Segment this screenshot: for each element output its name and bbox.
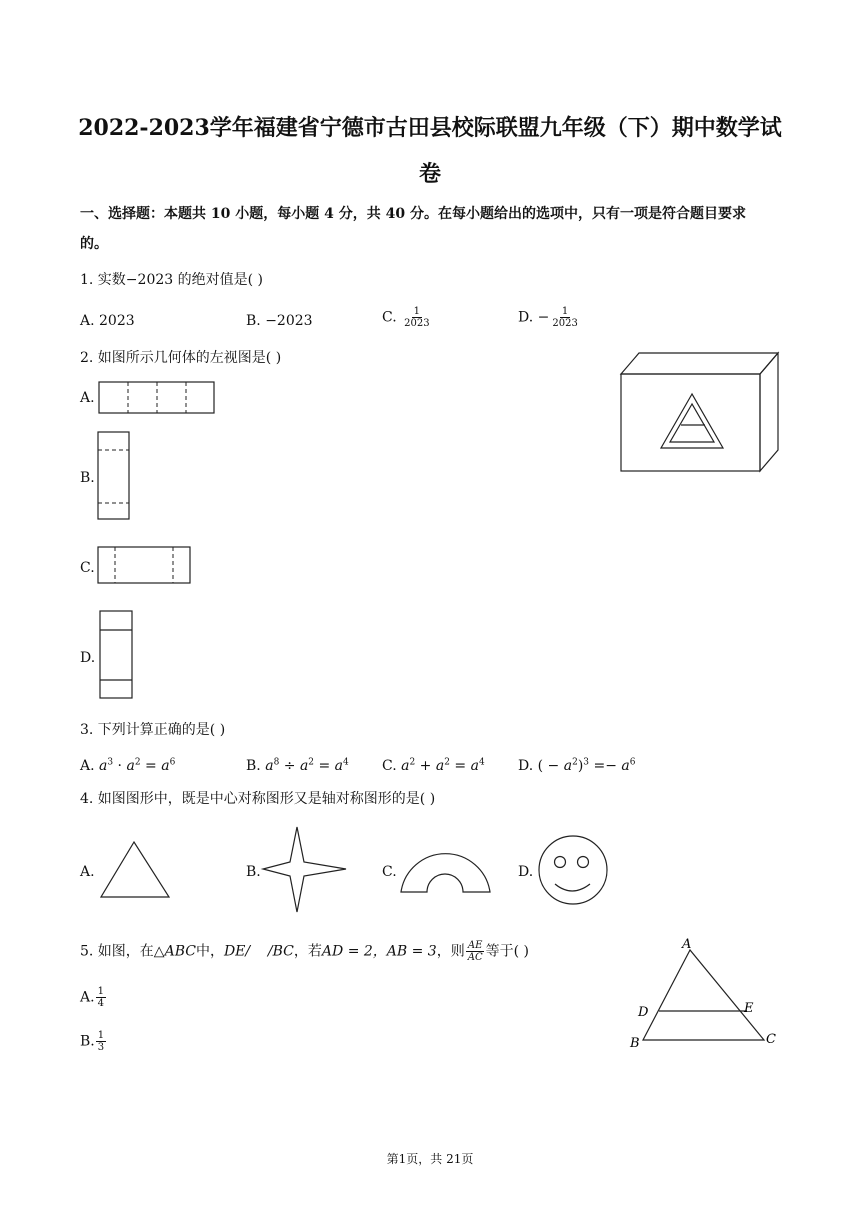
q3-option-a: A. $a^3 \cdot a^2 = a^6$ — [80, 757, 176, 774]
page-title-line1: 2022-2023学年福建省宁德市古田县校际联盟九年级（下）期中数学试 — [78, 115, 782, 141]
q2-option-b-label: B. — [80, 470, 95, 486]
q1-option-c-prefix: C. — [382, 309, 402, 326]
q2-option-a-label: A. — [80, 390, 95, 406]
q1-option-d — [518, 306, 581, 329]
q5-stem-abc: ABC — [164, 943, 196, 960]
q3-stem: 3. 下列计算正确的是( ) — [80, 722, 226, 738]
q4-option-d-label: D. — [518, 864, 534, 880]
q5-option-a-prefix: A. — [80, 989, 95, 1006]
q1-option-a: A. 2023 — [80, 313, 135, 329]
q2-option-d-label: D. — [80, 650, 96, 666]
q2-option-a-figure — [98, 381, 218, 415]
q5-a-denominator: 4 — [97, 998, 104, 1009]
page-footer: 第1页，共 21页 — [386, 1152, 474, 1166]
section-heading-line1: 一、选择题：本题共 10 小题，每小题 4 分，共 40 分。在每小题给出的选项中，只有一项是符合题目要求 — [80, 206, 746, 222]
q5-stem-end: 等于( ) — [485, 943, 529, 960]
q5-label-b: B — [630, 1036, 640, 1051]
q5-label-a: A — [682, 937, 692, 952]
q2-option-c-label: C. — [80, 560, 95, 576]
q5-stem-start: 5. 如图，在△ — [80, 943, 165, 960]
q4-option-b-label: B. — [246, 864, 261, 880]
q1-c-numerator: 1 — [413, 306, 421, 317]
q3-option-c: C. $a^2 + a^2 = a^4$ — [382, 757, 485, 774]
q5-stem-mid1: 中， — [195, 943, 224, 960]
q5-stem-mid3: ，则 — [436, 943, 465, 960]
q5-b-denominator: 3 — [97, 1042, 105, 1053]
q4-option-a-label: A. — [80, 864, 95, 880]
q2-solid-figure — [615, 350, 785, 475]
page-title-line2: 卷 — [418, 161, 441, 187]
q2-stem: 2. 如图所示几何体的左视图是( ) — [80, 350, 282, 366]
q5-frac-denominator: AC — [467, 952, 483, 963]
q1-option-c — [382, 306, 433, 329]
q5-stem-de: DE/ /BC — [223, 943, 294, 960]
q3-option-b-label: B. — [246, 758, 261, 774]
q4-option-d-smiley — [537, 835, 611, 907]
q5-stem — [80, 940, 529, 963]
q5-option-a — [80, 986, 107, 1009]
q1-d-numerator: 1 — [561, 306, 569, 317]
q5-stem-mid2: ，若 — [293, 943, 322, 960]
q3-option-b: B. $a^8 \div a^2 = a^4$ — [246, 757, 349, 774]
q5-frac-numerator: AE — [467, 940, 483, 951]
q4-option-c-arch — [399, 826, 493, 896]
q3-option-a-label: A. — [80, 758, 95, 774]
q1-stem: 1. 实数−2023 的绝对值是( ) — [80, 272, 263, 288]
q4-option-b-star — [262, 826, 348, 914]
q5-label-d: D — [638, 1005, 649, 1020]
q1-c-denominator: 2023 — [404, 318, 430, 329]
q5-triangle-figure — [626, 934, 786, 1052]
q5-a-numerator: 1 — [97, 986, 104, 997]
section-heading-line2: 的。 — [80, 236, 108, 252]
q1-option-d-prefix: D. − — [518, 309, 550, 326]
q3-option-d: D. ( − $a^2)^3 =- a^6$ — [518, 757, 636, 774]
q3-option-d-label: D. — [518, 758, 534, 774]
q2-option-b-figure — [97, 431, 133, 523]
q4-option-c-label: C. — [382, 864, 397, 880]
q5-b-numerator: 1 — [97, 1030, 105, 1041]
q5-option-b — [80, 1030, 107, 1053]
q5-option-b-prefix: B. — [80, 1033, 95, 1050]
q3-option-c-label: C. — [382, 758, 397, 774]
q1-option-b: B. −2023 — [246, 313, 313, 329]
q2-option-c-figure — [97, 546, 193, 586]
q4-stem: 4. 如图图形中，既是中心对称图形又是轴对称图形的是( ) — [80, 791, 436, 807]
q5-stem-cond: AD = 2，AB = 3 — [321, 943, 437, 960]
q5-label-c: C — [766, 1032, 776, 1047]
q4-option-a-triangle — [99, 840, 173, 900]
q5-label-e: E — [744, 1001, 754, 1016]
q2-option-d-figure — [99, 610, 137, 702]
q1-d-denominator: 2023 — [552, 318, 578, 329]
